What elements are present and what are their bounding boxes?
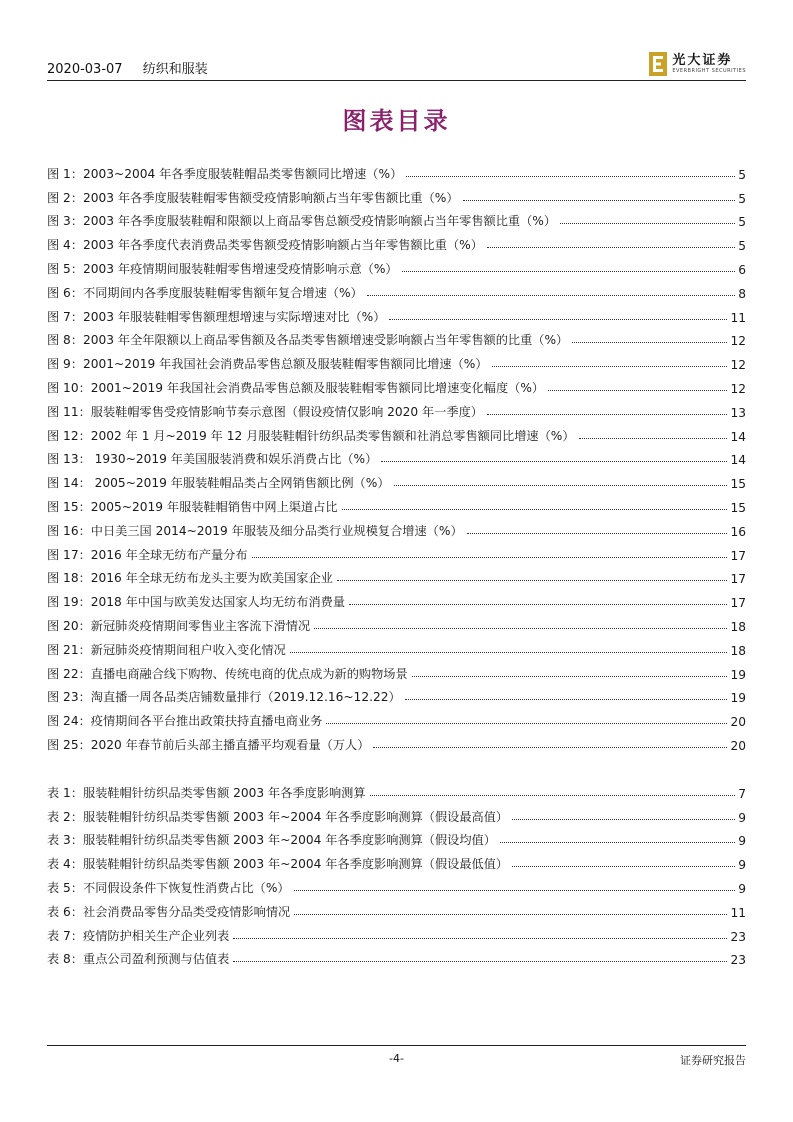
figure-entry[interactable] — [47, 420, 746, 444]
table-entry-label: 表 8：重点公司盈利预测与估值表 — [47, 952, 230, 967]
figure-entry[interactable] — [47, 610, 746, 634]
everbright-logo-icon — [649, 52, 667, 76]
figure-entry-label: 图 22：直播电商融合线下购物、传统电商的优点成为新的购物场景 — [47, 666, 408, 681]
figure-entry-label: 图 8：2003 年全年限额以上商品零售额及各品类零售额增速受影响额占当年零售额的比重（%） — [47, 333, 569, 348]
figure-entry[interactable] — [47, 348, 746, 372]
figure-entry-page: 15 — [730, 477, 746, 492]
dot-leader — [512, 819, 735, 820]
report-type: 证券研究报告 — [680, 1054, 746, 1067]
figure-entry-label: 图 19：2018 年中国与欧美发达国家人均无纺布消费量 — [47, 595, 346, 610]
figure-entry[interactable] — [47, 563, 746, 587]
figure-entry-page: 15 — [730, 500, 746, 515]
dot-leader — [290, 652, 728, 653]
figure-entry-page: 20 — [730, 715, 746, 730]
dot-leader — [370, 795, 736, 796]
figure-entry[interactable] — [47, 491, 746, 515]
logo-text — [672, 54, 746, 74]
dot-leader — [463, 200, 736, 201]
dot-leader — [492, 366, 728, 367]
figure-entry-label: 图 4：2003 年各季度代表消费品类零售额受疫情影响额占当年零售额比重（%） — [47, 238, 483, 253]
figure-entry-page: 12 — [730, 381, 746, 396]
figure-entry[interactable] — [47, 586, 746, 610]
figure-entry-page: 19 — [730, 667, 746, 682]
figure-entry-label: 图 9：2001~2019 年我国社会消费品零售总额及服装鞋帽零售额同比增速（%） — [47, 357, 488, 372]
figure-entry[interactable] — [47, 634, 746, 658]
dot-leader — [560, 223, 735, 224]
figure-entry-page: 12 — [730, 334, 746, 349]
figure-entry-page: 20 — [730, 738, 746, 753]
dot-leader — [512, 866, 735, 867]
dot-leader — [326, 723, 727, 724]
table-entry[interactable] — [47, 872, 746, 896]
dot-leader — [342, 509, 728, 510]
figure-entry-label: 图 15：2005~2019 年服装鞋帽销售中网上渠道占比 — [47, 499, 338, 514]
dot-leader — [572, 342, 727, 343]
figure-entry[interactable] — [47, 372, 746, 396]
figure-entry-label: 图 6：不同期间内各季度服装鞋帽零售额年复合增速（%） — [47, 285, 363, 300]
figure-entry[interactable] — [47, 301, 746, 325]
table-entry-page: 9 — [738, 810, 746, 825]
dot-leader — [252, 557, 728, 558]
figure-entry-page: 17 — [730, 596, 746, 611]
table-entry[interactable] — [47, 777, 746, 801]
dot-leader — [349, 604, 727, 605]
dot-leader — [467, 533, 728, 534]
figure-entry-page: 16 — [730, 524, 746, 539]
dot-leader — [294, 890, 736, 891]
figure-entry[interactable] — [47, 467, 746, 491]
figure-entry[interactable] — [47, 729, 746, 753]
figure-entry-page: 18 — [730, 643, 746, 658]
table-entry-page: 7 — [738, 786, 746, 801]
table-entry[interactable] — [47, 848, 746, 872]
figure-entry-page: 19 — [730, 691, 746, 706]
page-footer — [47, 1045, 746, 1076]
figure-entry-label: 图 14： 2005~2019 年服装鞋帽品类占全网销售额比例（%） — [47, 476, 390, 491]
figure-entry-page: 14 — [730, 429, 746, 444]
dot-leader — [381, 461, 727, 462]
figure-entry-page: 14 — [730, 453, 746, 468]
figure-entry-label: 图 23：淘直播一周各品类店铺数量排行（2019.12.16~12.22） — [47, 690, 401, 705]
dot-leader — [389, 319, 727, 320]
table-entry-label: 表 2：服装鞋帽针纺织品类零售额 2003 年~2004 年各季度影响测算（假设最高值） — [47, 809, 509, 824]
figure-entry-label: 图 11：服装鞋帽零售受疫情影响节奏示意图（假设疫情仅影响 2020 年一季度） — [47, 404, 483, 419]
dot-leader — [487, 247, 735, 248]
logo-name-en: EVERBRIGHT SECURITIES — [672, 68, 746, 74]
table-entry-label: 表 6：社会消费品零售分品类受疫情影响情况 — [47, 904, 291, 919]
table-entry-label: 表 7：疫情防护相关生产企业列表 — [47, 928, 230, 943]
figure-entry-page: 17 — [730, 572, 746, 587]
table-entry-page: 9 — [738, 834, 746, 849]
header-info — [47, 58, 208, 77]
figure-entry-label: 图 13： 1930~2019 年美国服装消费和娱乐消费占比（%） — [47, 452, 378, 467]
dot-leader — [337, 580, 728, 581]
dot-leader — [402, 271, 736, 272]
figure-entry-label: 图 17：2016 年全球无纺布产量分布 — [47, 547, 248, 562]
table-entry[interactable] — [47, 920, 746, 944]
dot-leader — [500, 842, 735, 843]
table-entry-page: 11 — [730, 905, 746, 920]
figure-entry[interactable] — [47, 325, 746, 349]
figure-entry-label: 图 1：2003~2004 年各季度服装鞋帽品类零售额同比增速（%） — [47, 166, 403, 181]
dot-leader — [294, 914, 727, 915]
figure-entry-label: 图 5：2003 年疫情期间服装鞋帽零售增速受疫情影响示意（%） — [47, 261, 398, 276]
figure-entry-label: 图 2：2003 年各季度服装鞋帽零售额受疫情影响额占当年零售额比重（%） — [47, 190, 459, 205]
dot-leader — [579, 438, 728, 439]
table-entry-page: 23 — [730, 929, 746, 944]
figure-entry-label: 图 25：2020 年春节前后头部主播直播平均观看量（万人） — [47, 737, 370, 752]
figure-entry[interactable] — [47, 277, 746, 301]
figure-entry-page: 5 — [738, 239, 746, 254]
dot-leader — [394, 485, 728, 486]
table-entry[interactable] — [47, 801, 746, 825]
figure-entry[interactable] — [47, 229, 746, 253]
figure-entry-page: 8 — [738, 286, 746, 301]
page-title: 图表目录 — [342, 106, 451, 135]
dot-leader — [233, 961, 727, 962]
figure-entry[interactable] — [47, 206, 746, 230]
figure-entry[interactable] — [47, 396, 746, 420]
figure-entry-label: 图 24：疫情期间各平台推出政策扶持直播电商业务 — [47, 714, 323, 729]
figure-entry-label: 图 12：2002 年 1 月~2019 年 12 月服装鞋帽针纺织品类零售额和社消总零售额同比增速（%） — [47, 428, 575, 443]
figure-entry-page: 13 — [730, 405, 746, 420]
dot-leader — [367, 295, 736, 296]
figure-entry-label: 图 7：2003 年服装鞋帽零售额理想增速与实际增速对比（%） — [47, 309, 386, 324]
table-entry[interactable] — [47, 896, 746, 920]
figure-list — [47, 158, 746, 753]
table-entry-label: 表 1：服装鞋帽针纺织品类零售额 2003 年各季度影响测算 — [47, 785, 366, 800]
table-entry[interactable] — [47, 825, 746, 849]
dot-leader — [548, 390, 727, 391]
figure-entry-label: 图 21：新冠肺炎疫情期间租户收入变化情况 — [47, 642, 286, 657]
figure-entry-label: 图 16：中日美三国 2014~2019 年服装及细分品类行业规模复合增速（%） — [47, 523, 463, 538]
figure-entry-page: 5 — [738, 191, 746, 206]
figure-entry-label: 图 20：新冠肺炎疫情期间零售业主客流下滑情况 — [47, 618, 311, 633]
logo-name-cn: 光大证券 — [672, 53, 733, 68]
figure-entry[interactable] — [47, 158, 746, 182]
report-sector: 纺织和服装 — [142, 62, 208, 77]
page-header — [47, 50, 746, 81]
figure-entry-label: 图 10：2001~2019 年我国社会消费品零售总额及服装鞋帽零售额同比增速变化幅度（%） — [47, 380, 545, 395]
dot-leader — [405, 699, 728, 700]
figure-entry-page: 17 — [730, 548, 746, 563]
brand-logo — [649, 50, 746, 78]
dot-leader — [233, 938, 727, 939]
table-entry-label: 表 4：服装鞋帽针纺织品类零售额 2003 年~2004 年各季度影响测算（假设最低值） — [47, 857, 509, 872]
dot-leader — [314, 628, 727, 629]
figure-entry[interactable] — [47, 658, 746, 682]
figure-entry-page: 18 — [730, 619, 746, 634]
figure-entry[interactable] — [47, 515, 746, 539]
dot-leader — [406, 176, 735, 177]
figure-entry[interactable] — [47, 682, 746, 706]
table-list — [47, 777, 746, 967]
figure-entry-page: 6 — [738, 262, 746, 277]
dot-leader — [412, 676, 728, 677]
table-entry-page: 9 — [738, 881, 746, 896]
page-number: -4- — [389, 1052, 404, 1065]
table-entry-label: 表 3：服装鞋帽针纺织品类零售额 2003 年~2004 年各季度影响测算（假设均值） — [47, 833, 496, 848]
figure-entry-page: 12 — [730, 358, 746, 373]
figure-entry-label: 图 18：2016 年全球无纺布龙头主要为欧美国家企业 — [47, 571, 333, 586]
table-entry-page: 23 — [730, 953, 746, 968]
figure-entry[interactable] — [47, 539, 746, 563]
figure-entry[interactable] — [47, 182, 746, 206]
figure-entry-page: 5 — [738, 167, 746, 182]
report-date: 2020-03-07 — [47, 62, 123, 77]
figure-entry-label: 图 3：2003 年各季度服装鞋帽和限额以上商品零售总额受疫情影响额占当年零售额比重（%） — [47, 214, 557, 229]
table-entry-page: 9 — [738, 858, 746, 873]
figure-entry[interactable] — [47, 705, 746, 729]
dot-leader — [373, 747, 727, 748]
figure-entry[interactable] — [47, 253, 746, 277]
table-entry-label: 表 5：不同假设条件下恢复性消费占比（%） — [47, 880, 290, 895]
figure-entry-page: 11 — [730, 310, 746, 325]
figure-entry-page: 5 — [738, 215, 746, 230]
figure-entry[interactable] — [47, 444, 746, 468]
table-entry[interactable] — [47, 944, 746, 968]
dot-leader — [487, 414, 728, 415]
